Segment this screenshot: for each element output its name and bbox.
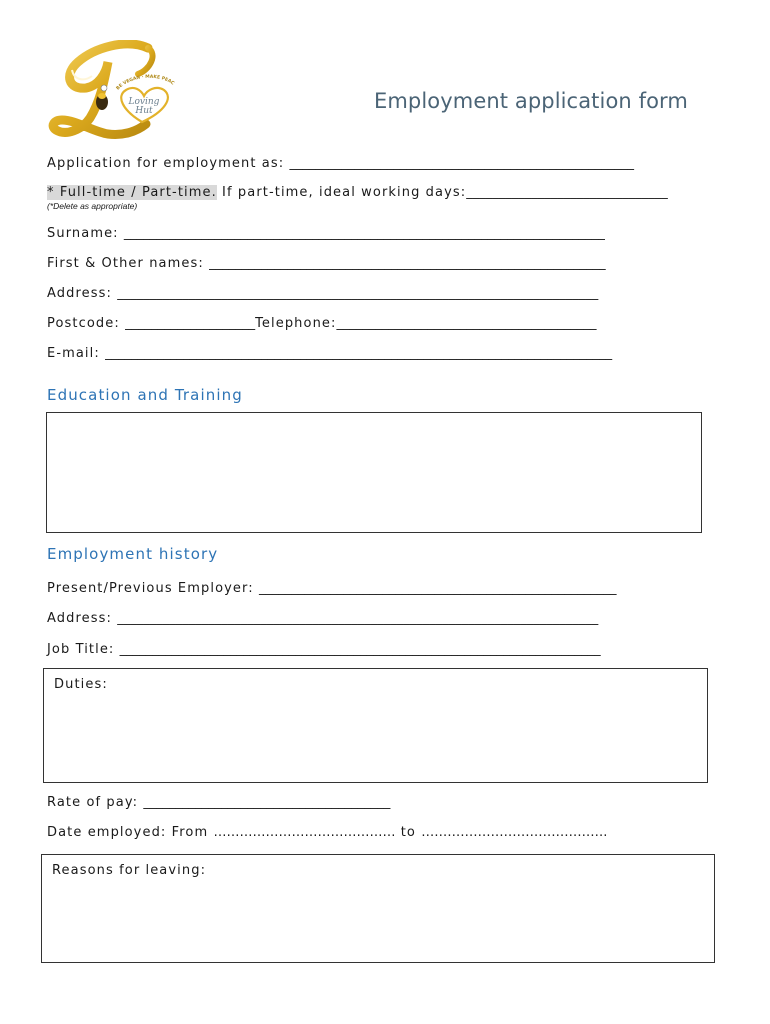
date-to-field[interactable]: ……………………………………. <box>421 825 608 840</box>
first-names-row[interactable] <box>47 256 606 272</box>
logo-heart-line1: Loving <box>128 97 160 107</box>
reasons-label: Reasons for leaving: <box>52 863 207 878</box>
telephone-field[interactable]: ________________________________________ <box>336 316 597 331</box>
fulltime-parttime-choice[interactable]: * Full-time / Part-time. <box>47 185 217 200</box>
employer-label: Present/Previous Employer: <box>47 581 254 596</box>
email-field[interactable]: ______________________________________________________________________________ <box>105 346 613 361</box>
working-pattern-row[interactable] <box>47 185 668 201</box>
reasons-textarea[interactable] <box>41 854 715 963</box>
delete-note: (*Delete as appropriate) <box>47 201 138 211</box>
address-field[interactable]: __________________________________________________________________________ <box>117 286 599 301</box>
loving-hut-logo <box>46 40 196 140</box>
rate-of-pay-label: Rate of pay: <box>47 795 139 810</box>
telephone-label: Telephone: <box>255 316 337 331</box>
parttime-days-label: If part-time, ideal working days: <box>216 185 467 200</box>
parttime-days-field[interactable]: _______________________________ <box>466 185 668 200</box>
employer-address-field[interactable]: __________________________________________________________________________ <box>117 611 599 626</box>
address-row[interactable] <box>47 286 598 302</box>
address-label: Address: <box>47 286 112 301</box>
date-employed-row[interactable] <box>47 825 607 841</box>
rate-of-pay-row[interactable] <box>47 795 390 811</box>
first-names-label: First & Other names: <box>47 256 204 271</box>
application-for-row[interactable] <box>47 156 634 172</box>
date-to-label: to <box>400 825 416 840</box>
job-title-row[interactable] <box>47 642 601 658</box>
surname-row[interactable] <box>47 226 605 242</box>
surname-label: Surname: <box>47 226 119 241</box>
education-textarea[interactable] <box>46 412 702 533</box>
page-title: Employment application form <box>374 89 688 113</box>
employment-heading: Employment history <box>47 545 219 563</box>
rate-of-pay-field[interactable]: ______________________________________ <box>143 795 391 810</box>
employer-field[interactable]: _______________________________________________________ <box>258 581 617 596</box>
email-row[interactable] <box>47 346 612 362</box>
postcode-telephone-row[interactable] <box>47 316 596 332</box>
application-for-label: Application for employment as: <box>47 156 285 171</box>
education-heading: Education and Training <box>47 386 243 404</box>
first-names-field[interactable]: _____________________________________________________________ <box>209 256 606 271</box>
job-title-label: Job Title: <box>47 642 115 657</box>
surname-field[interactable]: __________________________________________________________________________ <box>123 226 605 241</box>
email-label: E-mail: <box>47 346 100 361</box>
postcode-field[interactable]: ____________________ <box>125 316 256 331</box>
logo-arc-text: BE VEGAN · MAKE PEAC <box>115 74 175 92</box>
employer-address-row[interactable] <box>47 611 598 627</box>
logo-heart-line2: Hut <box>135 106 153 116</box>
duties-label: Duties: <box>54 677 108 692</box>
job-title-field[interactable]: __________________________________________________________________________ <box>119 642 601 657</box>
employer-address-label: Address: <box>47 611 112 626</box>
date-employed-label: Date employed: From <box>47 825 209 840</box>
duties-textarea[interactable] <box>43 668 708 783</box>
employer-row[interactable] <box>47 581 616 597</box>
date-from-field[interactable]: …………………………………… <box>213 825 396 840</box>
postcode-label: Postcode: <box>47 316 120 331</box>
application-for-field[interactable]: _____________________________________________________ <box>289 156 634 171</box>
